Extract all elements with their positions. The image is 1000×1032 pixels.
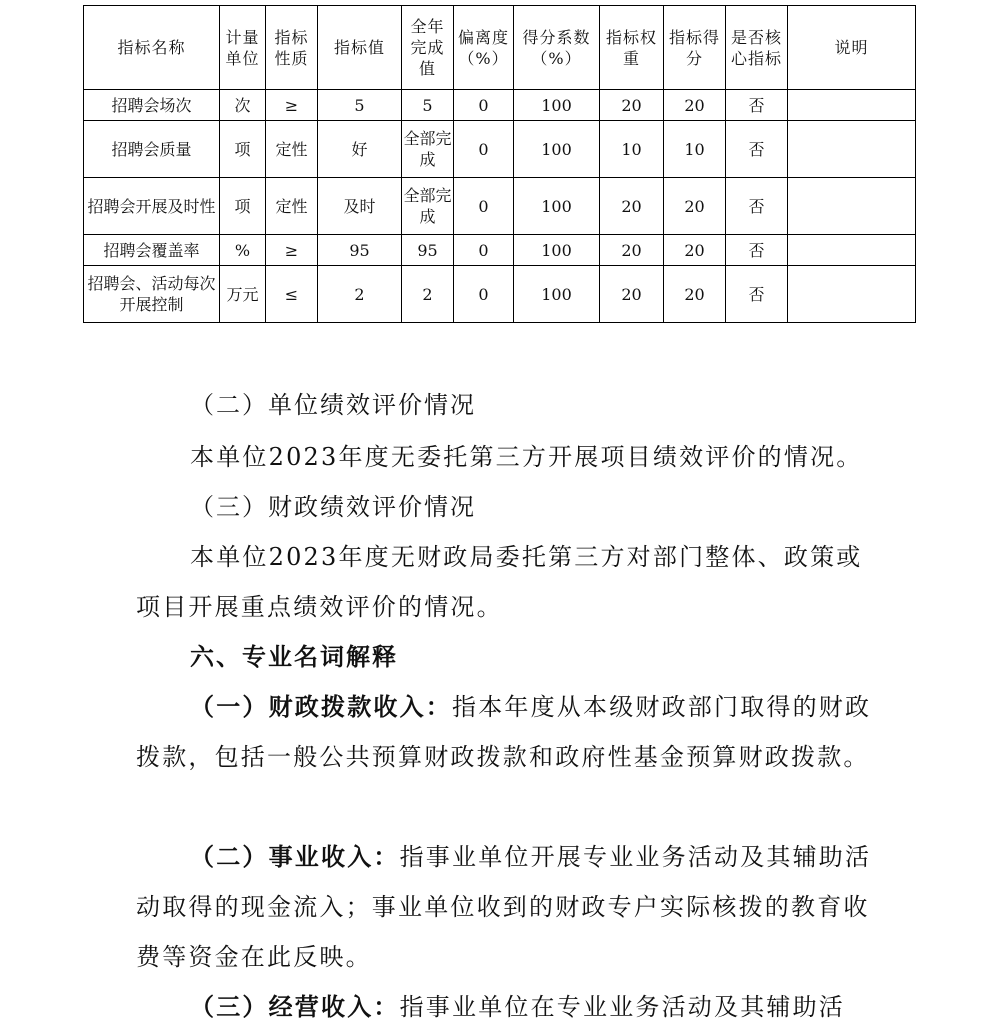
performance-indicator-table [83, 5, 916, 323]
cell-core-indicator: 否 [726, 121, 788, 178]
cell-score-coefficient: 100 [514, 178, 600, 235]
table-header-row [84, 6, 916, 90]
glossary-term-label: （三）经营收入： [190, 993, 400, 1021]
cell-core-indicator: 否 [726, 235, 788, 266]
header-target-value: 指标值 [318, 6, 402, 90]
cell-remarks [788, 121, 916, 178]
glossary-term-definition: 指事业单位开展专业业务活动及其辅助活动取得的现金流入；事业单位收到的财政专户实际核拨的教育收费等资金在此反映。 [136, 843, 872, 971]
cell-score: 10 [664, 121, 726, 178]
cell-annual-actual: 2 [402, 266, 454, 323]
cell-score-coefficient: 100 [514, 121, 600, 178]
header-score-coefficient: 得分系数（%） [514, 6, 600, 90]
cell-core-indicator: 否 [726, 178, 788, 235]
cell-indicator-name: 招聘会质量 [84, 121, 220, 178]
cell-unit: 万元 [220, 266, 266, 323]
cell-indicator-name: 招聘会开展及时性 [84, 178, 220, 235]
cell-score: 20 [664, 266, 726, 323]
cell-deviation: 0 [454, 235, 514, 266]
glossary-term-definition: 指事业单位在专业业务活动及其辅助活 [399, 993, 846, 1021]
cell-target-value: 5 [318, 90, 402, 121]
header-deviation: 偏离度（%） [454, 6, 514, 90]
cell-deviation: 0 [454, 266, 514, 323]
cell-annual-actual: 全部完成 [402, 178, 454, 235]
cell-indicator-name: 招聘会覆盖率 [84, 235, 220, 266]
cell-annual-actual: 全部完成 [402, 121, 454, 178]
cell-core-indicator: 否 [726, 90, 788, 121]
cell-indicator-name: 招聘会场次 [84, 90, 220, 121]
table-row [84, 235, 916, 266]
header-remarks: 说明 [788, 6, 916, 90]
cell-remarks [788, 178, 916, 235]
cell-indicator-name: 招聘会、活动每次开展控制 [84, 266, 220, 323]
cell-score: 20 [664, 178, 726, 235]
cell-score-coefficient: 100 [514, 235, 600, 266]
cell-target-value: 好 [318, 121, 402, 178]
cell-unit: 次 [220, 90, 266, 121]
finance-eval-paragraph: 本单位2023年度无财政局委托第三方对部门整体、政策或项目开展重点绩效评价的情况。 [136, 543, 863, 621]
cell-nature: ≤ [266, 266, 318, 323]
cell-deviation: 0 [454, 121, 514, 178]
header-indicator-name: 指标名称 [84, 6, 220, 90]
cell-unit: 项 [220, 121, 266, 178]
cell-annual-actual: 95 [402, 235, 454, 266]
cell-remarks [788, 90, 916, 121]
cell-nature: ≥ [266, 235, 318, 266]
cell-unit: 项 [220, 178, 266, 235]
cell-deviation: 0 [454, 178, 514, 235]
cell-target-value: 及时 [318, 178, 402, 235]
cell-remarks [788, 266, 916, 323]
cell-core-indicator: 否 [726, 266, 788, 323]
glossary-term-paragraph [136, 982, 874, 1032]
cell-weight: 20 [600, 266, 664, 323]
header-score: 指标得分 [664, 6, 726, 90]
cell-weight: 10 [600, 121, 664, 178]
cell-target-value: 2 [318, 266, 402, 323]
glossary-term-paragraph [136, 682, 874, 782]
header-unit: 计量单位 [220, 6, 266, 90]
table-row [84, 90, 916, 121]
cell-annual-actual: 5 [402, 90, 454, 121]
cell-score-coefficient: 100 [514, 90, 600, 121]
glossary-heading: 六、专业名词解释 [190, 643, 398, 671]
glossary-term-label: （一）财政拨款收入： [190, 693, 452, 721]
table-row [84, 266, 916, 323]
glossary-term-definition: 指本年度从本级财政部门取得的财政拨款，包括一般公共预算财政拨款和政府性基金预算财政拨款。 [136, 693, 872, 771]
cell-nature: 定性 [266, 178, 318, 235]
cell-unit: % [220, 235, 266, 266]
cell-weight: 20 [600, 235, 664, 266]
cell-score: 20 [664, 235, 726, 266]
glossary-term-paragraph [136, 832, 874, 982]
cell-weight: 20 [600, 90, 664, 121]
cell-score-coefficient: 100 [514, 266, 600, 323]
cell-nature: ≥ [266, 90, 318, 121]
header-core-indicator: 是否核心指标 [726, 6, 788, 90]
table-row [84, 178, 916, 235]
header-annual-actual: 全年完成值 [402, 6, 454, 90]
header-weight: 指标权重 [600, 6, 664, 90]
cell-weight: 20 [600, 178, 664, 235]
cell-deviation: 0 [454, 90, 514, 121]
cell-nature: 定性 [266, 121, 318, 178]
cell-remarks [788, 235, 916, 266]
finance-eval-heading: （三）财政绩效评价情况 [190, 493, 476, 521]
unit-eval-paragraph: 本单位2023年度无委托第三方开展项目绩效评价的情况。 [190, 443, 863, 471]
glossary-term-label: （二）事业收入： [190, 843, 400, 871]
cell-target-value: 95 [318, 235, 402, 266]
table-row [84, 121, 916, 178]
unit-eval-heading: （二）单位绩效评价情况 [190, 391, 476, 419]
cell-score: 20 [664, 90, 726, 121]
header-nature: 指标性质 [266, 6, 318, 90]
